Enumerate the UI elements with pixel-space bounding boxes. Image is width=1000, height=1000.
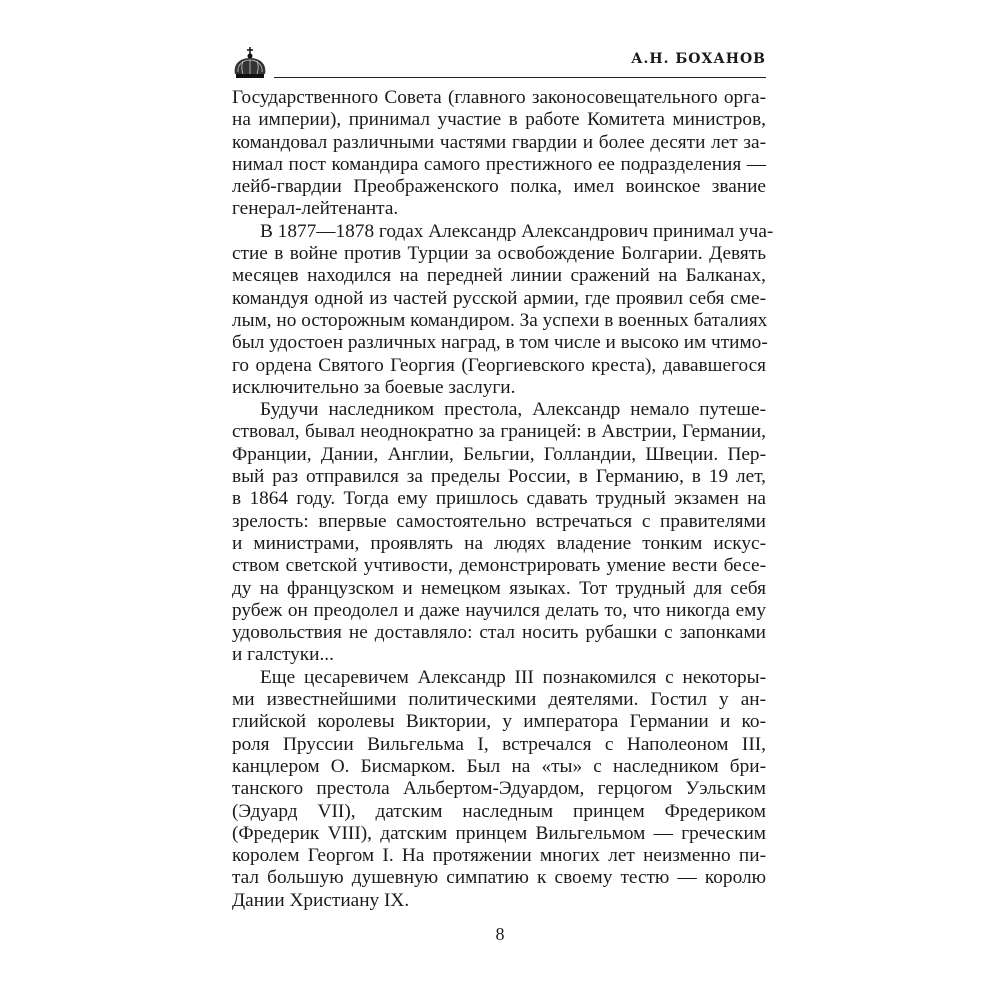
crown-icon [232, 46, 268, 82]
text-line: вый раз отправился за пределы России, в Германию, в 19 лет, [232, 466, 766, 488]
text-line: командуя одной из частей русской армии, где проявил себя сме- [232, 287, 766, 309]
text-line: Франции, Дании, Англии, Бельгии, Голландии, Швеции. Пер- [232, 443, 766, 465]
text-line: лым, но осторожным командиром. За успехи в военных баталиях [232, 309, 768, 331]
text-line: командовал различными частями гвардии и более десяти лет за- [232, 131, 766, 153]
text-line: и министрами, проявлять на людях владение тонким искус- [232, 532, 766, 554]
text-line: танского престола Альбертом-Эдуардом, герцогом Уэльским [232, 778, 766, 800]
text-line: (Эдуард VII), датским наследным принцем Фредериком [232, 800, 766, 822]
page-number: 8 [495, 924, 505, 944]
text-line: и галстуки... [232, 644, 334, 666]
text-line: В 1877—1878 годах Александр Александрович принимал уча- [260, 220, 774, 242]
text-line: тал большую душевную симпатию к своему тестю — королю [232, 867, 766, 889]
text-line: канцлером О. Бисмарком. Был на «ты» с наследником бри- [232, 755, 766, 777]
text-line: ду на французском и немецком языках. Тот трудный для себя [232, 577, 766, 599]
text-line: генерал-лейтенанта. [232, 198, 399, 220]
text-line: го ордена Святого Георгия (Георгиевского креста), дававшегося [232, 354, 766, 376]
text-line: исключительно за боевые заслуги. [232, 376, 516, 398]
paragraph [232, 399, 766, 667]
text-line: был удостоен различных наград, в том числе и высоко им чтимо- [232, 332, 768, 354]
text-line: месяцев находился на передней линии сражений на Балканах, [232, 265, 766, 287]
text-line: стие в войне против Турции за освобождение Болгарии. Девять [232, 243, 766, 265]
text-line: королем Георгом I. На протяжении многих лет неизменно пи- [232, 845, 766, 867]
paragraph [232, 667, 766, 912]
text-line: Еще цесаревичем Александр III познакомился с некоторы- [260, 666, 766, 688]
text-line: ми известнейшими политическими деятелями. Гостил у ан- [232, 689, 766, 711]
paragraph [232, 87, 766, 221]
text-line: лейб-гвардии Преображенского полка, имел воинское звание [232, 176, 766, 198]
text-line: Государственного Совета (главного законосовещательного орга- [232, 87, 766, 108]
text-line: в 1864 году. Тогда ему пришлось сдавать трудный экзамен на [232, 488, 766, 510]
paragraph [232, 220, 774, 399]
text-line: нимал пост командира самого престижного ее подразделения — [232, 153, 766, 175]
text-line: роля Пруссии Вильгельма I, встречался с Наполеоном III, [232, 733, 766, 755]
text-line: глийской королевы Виктории, у императора Германии и ко- [232, 711, 766, 733]
text-line: ством светской учтивости, демонстрировать умение вести бесе- [232, 555, 766, 577]
text-line: удовольствия не доставляло: стал носить рубашки с запонками [232, 622, 766, 644]
header-rule [274, 77, 766, 78]
text-line: на империи), принимал участие в работе Комитета министров, [232, 109, 766, 131]
text-line: ствовал, бывал неоднократно за границей: в Австрии, Германии, [232, 421, 766, 443]
text-line: (Фредерик VIII), датским принцем Вильгельмом — греческим [232, 822, 766, 844]
page-body-text [232, 87, 774, 912]
author-name: А.Н. БОХАНОВ [631, 51, 766, 67]
text-line: Дании Христиану IX. [232, 889, 410, 911]
text-line: Будучи наследником престола, Александр немало путеше- [260, 399, 766, 421]
text-line: рубеж он преодолел и даже научился делать то, что никогда ему [232, 599, 766, 621]
text-line: зрелость: впервые самостоятельно встречаться с правителями [232, 510, 766, 532]
running-header [232, 46, 766, 82]
